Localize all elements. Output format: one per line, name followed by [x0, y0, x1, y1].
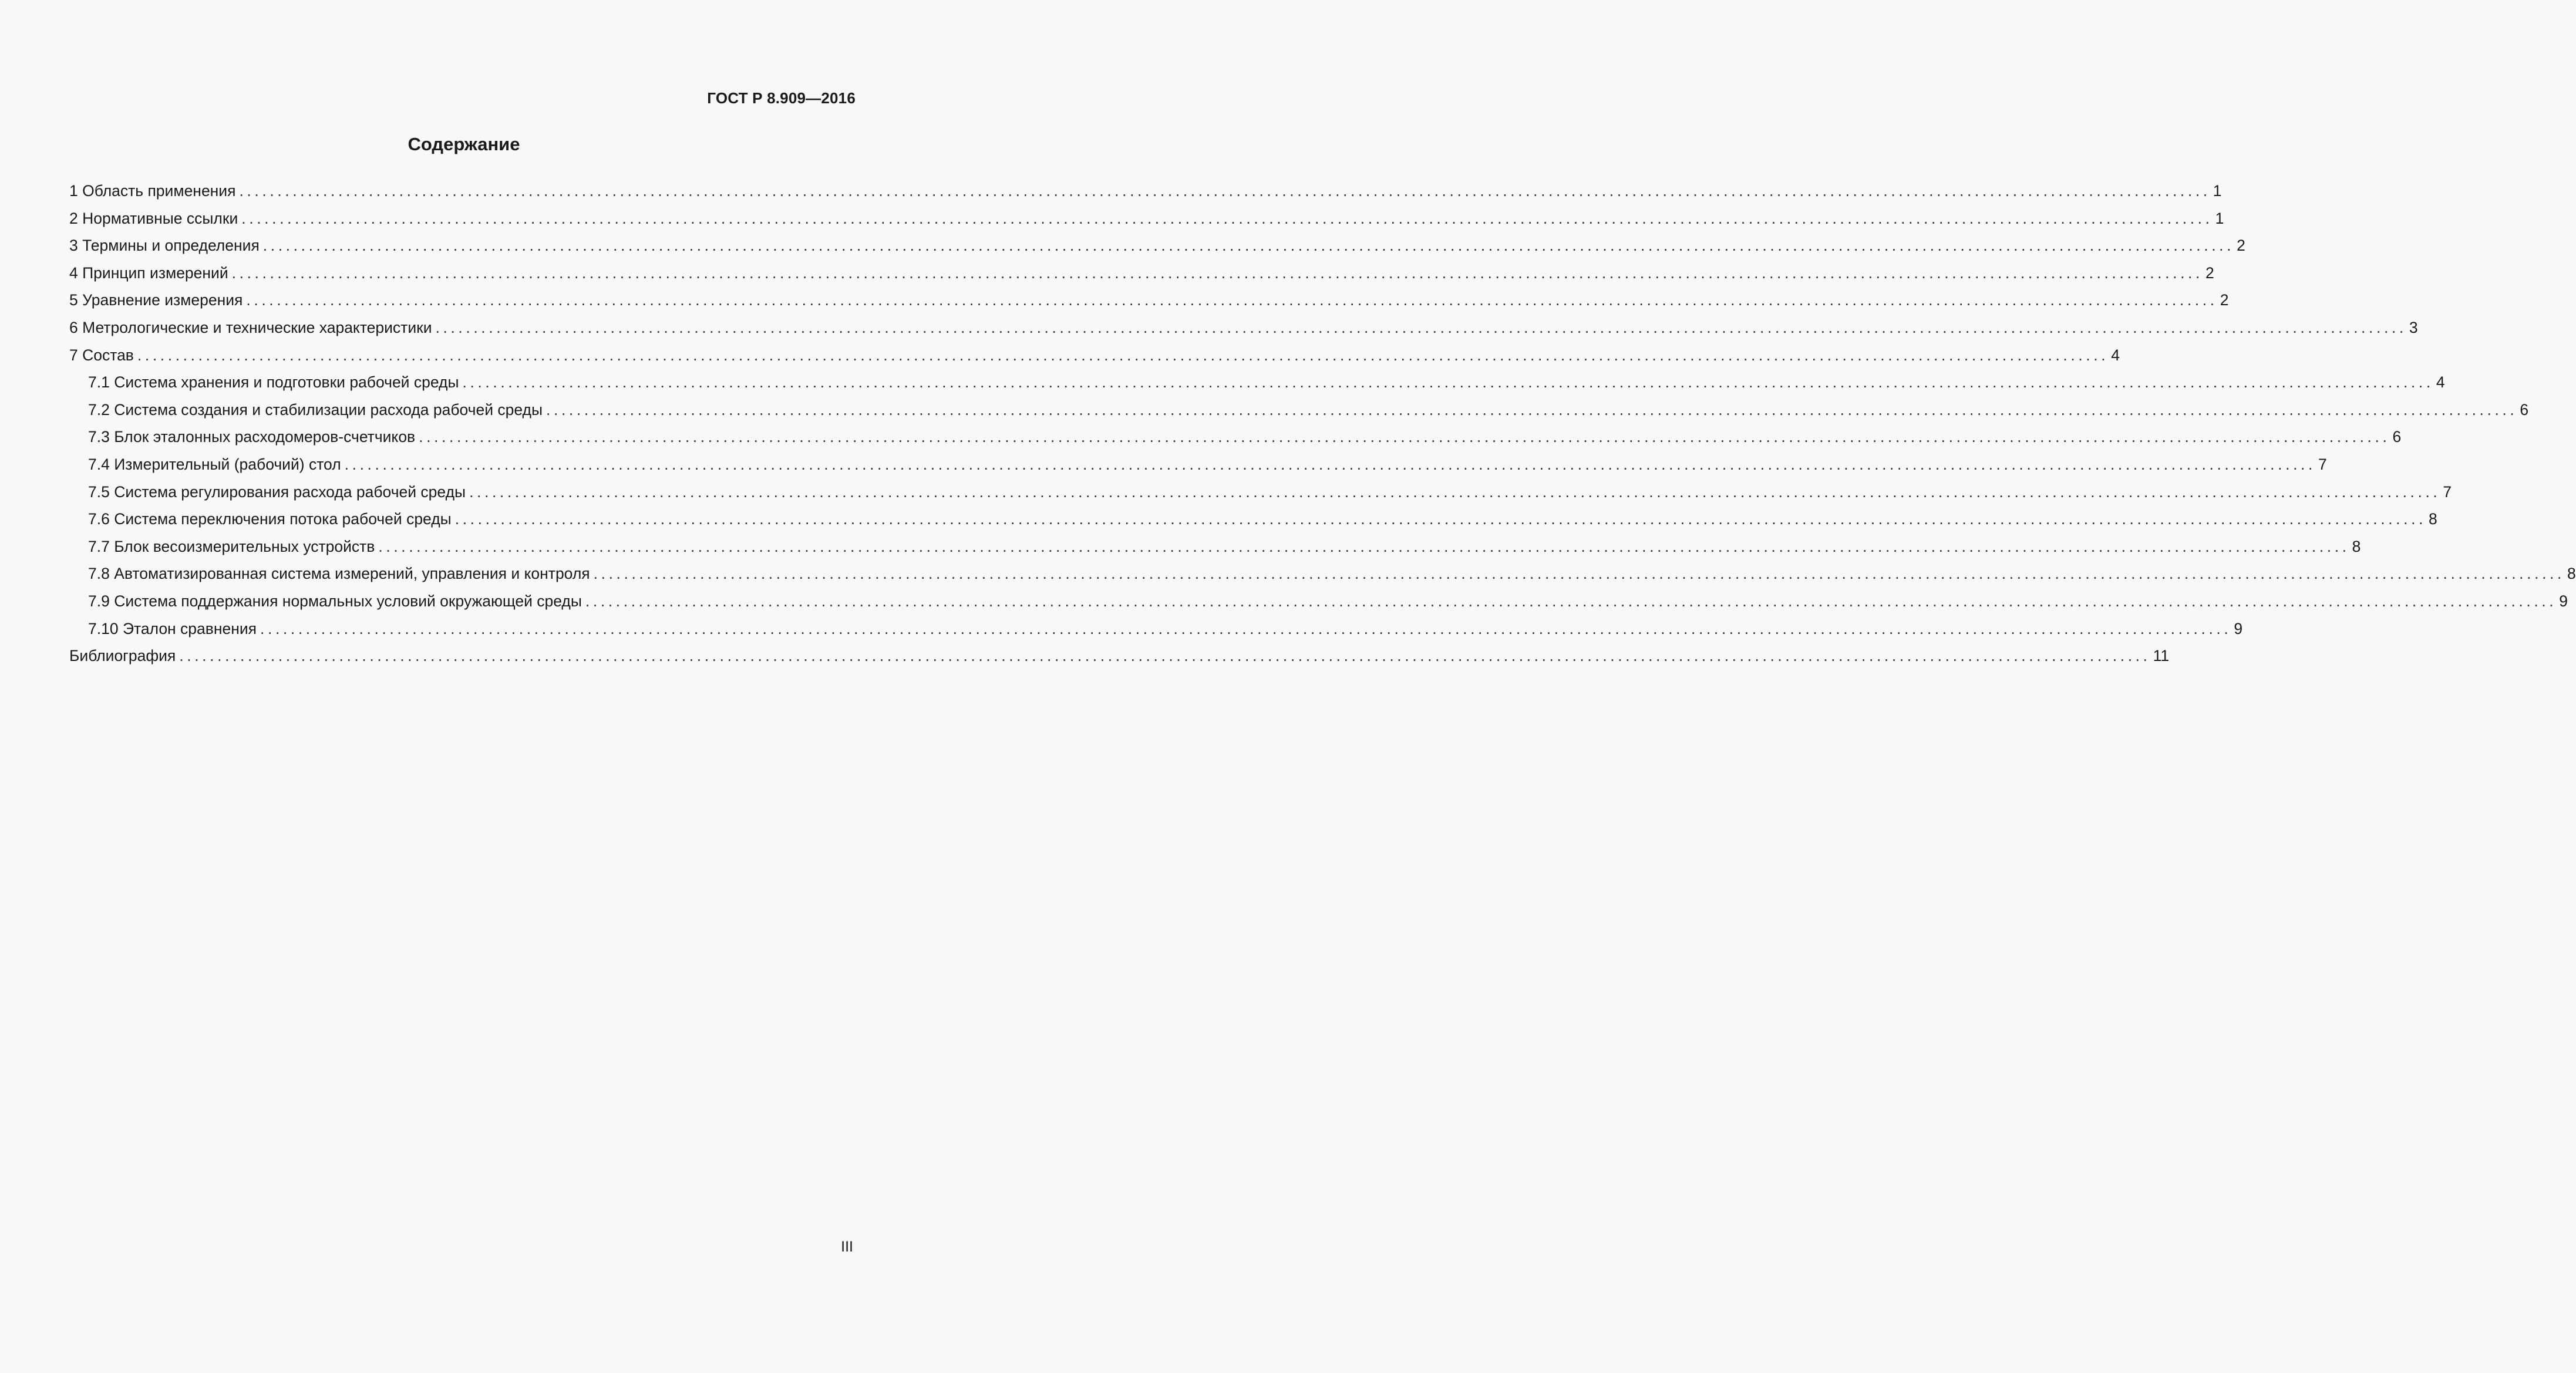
toc-entry-label: 7.1 Система хранения и подготовки рабочей среды [88, 373, 459, 392]
toc-entry-label: 7.4 Измерительный (рабочий) стол [88, 455, 341, 473]
toc-entry[interactable] [69, 264, 2214, 292]
toc-entry-label: 7.6 Система переключения потока рабочей среды [88, 510, 452, 528]
toc-dot-leader: ................................................................................................................................................................................................................................................................... [378, 537, 2350, 555]
toc-entry-page: 4 [2111, 346, 2120, 364]
toc-entry-page: 2 [2237, 237, 2245, 255]
toc-dot-leader: ................................................................................................................................................................................................................................................................... [585, 592, 2557, 610]
toc-entry[interactable] [69, 510, 2437, 538]
toc-dot-leader: ................................................................................................................................................................................................................................................................... [260, 619, 2232, 637]
toc-entry[interactable] [69, 373, 2445, 401]
toc-dot-leader: ................................................................................................................................................................................................................................................................... [241, 209, 2213, 227]
toc-entry-page: 2 [2220, 291, 2229, 309]
toc-entry-page: 6 [2520, 400, 2529, 419]
toc-entry-page: 9 [2234, 619, 2243, 637]
toc-entry[interactable] [69, 182, 2222, 210]
toc-dot-leader: ................................................................................................................................................................................................................................................................... [239, 182, 2211, 200]
toc-dot-leader: ................................................................................................................................................................................................................................................................... [231, 264, 2203, 282]
toc-entry-label: 3 Термины и определения [69, 237, 260, 255]
toc-entry-page: 6 [2392, 428, 2402, 446]
toc-entry-page: 8 [2429, 510, 2437, 528]
document-code: ГОСТ Р 8.909—2016 [707, 89, 856, 107]
toc-dot-leader: ................................................................................................................................................................................................................................................................... [593, 565, 2565, 583]
toc-entry-label: Библиография [69, 647, 176, 665]
toc-title: Содержание [408, 134, 520, 154]
toc-entry[interactable] [69, 647, 2170, 674]
toc-entry-label: 7.8 Автоматизированная система измерений, управления и контроля [88, 565, 590, 583]
toc-dot-leader: ................................................................................................................................................................................................................................................................... [435, 318, 2407, 336]
toc-entry[interactable] [69, 565, 2576, 592]
toc-entry-label: 7.3 Блок эталонных расходомеров-счетчиков [88, 428, 416, 446]
toc-entry[interactable] [69, 237, 2245, 264]
toc-entry-label: 7.2 Система создания и стабилизации расхода рабочей среды [88, 400, 543, 419]
toc-dot-leader: ................................................................................................................................................................................................................................................................... [546, 400, 2518, 419]
table-of-contents [69, 182, 2576, 674]
toc-entry-page: 1 [2213, 182, 2222, 200]
toc-entry-label: 7.10 Эталон сравнения [88, 619, 257, 637]
toc-entry-page: 4 [2436, 373, 2445, 392]
toc-entry-label: 7.5 Система регулирования расхода рабочей среды [88, 483, 466, 501]
toc-entry[interactable] [69, 483, 2452, 511]
toc-dot-leader: ................................................................................................................................................................................................................................................................... [344, 455, 2316, 473]
toc-entry[interactable] [69, 346, 2120, 374]
toc-entry[interactable] [69, 428, 2402, 456]
toc-entry[interactable] [69, 291, 2229, 319]
page-number: III [841, 1239, 853, 1255]
toc-entry[interactable] [69, 400, 2529, 429]
toc-entry-label: 6 Метрологические и технические характеристики [69, 318, 432, 336]
toc-entry-page: 8 [2567, 565, 2576, 583]
toc-entry-page: 9 [2559, 592, 2568, 610]
toc-entry-label: 7.7 Блок весоизмерительных устройств [88, 537, 375, 555]
toc-dot-leader: ................................................................................................................................................................................................................................................................... [462, 373, 2434, 392]
toc-dot-leader: ................................................................................................................................................................................................................................................................... [454, 510, 2427, 528]
toc-entry[interactable] [69, 209, 2224, 237]
toc-dot-leader: ................................................................................................................................................................................................................................................................... [469, 483, 2441, 501]
toc-entry-page: 1 [2215, 209, 2224, 227]
toc-dot-leader: ................................................................................................................................................................................................................................................................... [137, 346, 2109, 364]
toc-dot-leader: ................................................................................................................................................................................................................................................................... [246, 291, 2218, 309]
toc-entry-label: 7.9 Система поддержания нормальных условий окружающей среды [88, 592, 582, 610]
toc-entry-page: 7 [2443, 483, 2452, 501]
toc-entry-page: 2 [2205, 264, 2214, 282]
toc-entry[interactable] [69, 592, 2568, 620]
toc-dot-leader: ................................................................................................................................................................................................................................................................... [262, 237, 2235, 255]
toc-entry-page: 11 [2153, 647, 2170, 665]
toc-entry[interactable] [69, 455, 2327, 483]
toc-entry-label: 1 Область применения [69, 182, 236, 200]
toc-entry-label: 5 Уравнение измерения [69, 291, 243, 309]
toc-entry[interactable] [69, 537, 2361, 565]
toc-entry-label: 4 Принцип измерений [69, 264, 228, 282]
toc-entry-page: 7 [2318, 455, 2327, 473]
toc-dot-leader: ................................................................................................................................................................................................................................................................... [179, 647, 2151, 665]
toc-dot-leader: ................................................................................................................................................................................................................................................................... [419, 428, 2390, 446]
toc-entry-page: 8 [2352, 537, 2361, 555]
toc-entry[interactable] [69, 619, 2243, 647]
toc-entry[interactable] [69, 318, 2418, 346]
toc-entry-label: 7 Состав [69, 346, 134, 364]
toc-entry-label: 2 Нормативные ссылки [69, 209, 238, 227]
toc-entry-page: 3 [2409, 318, 2418, 336]
